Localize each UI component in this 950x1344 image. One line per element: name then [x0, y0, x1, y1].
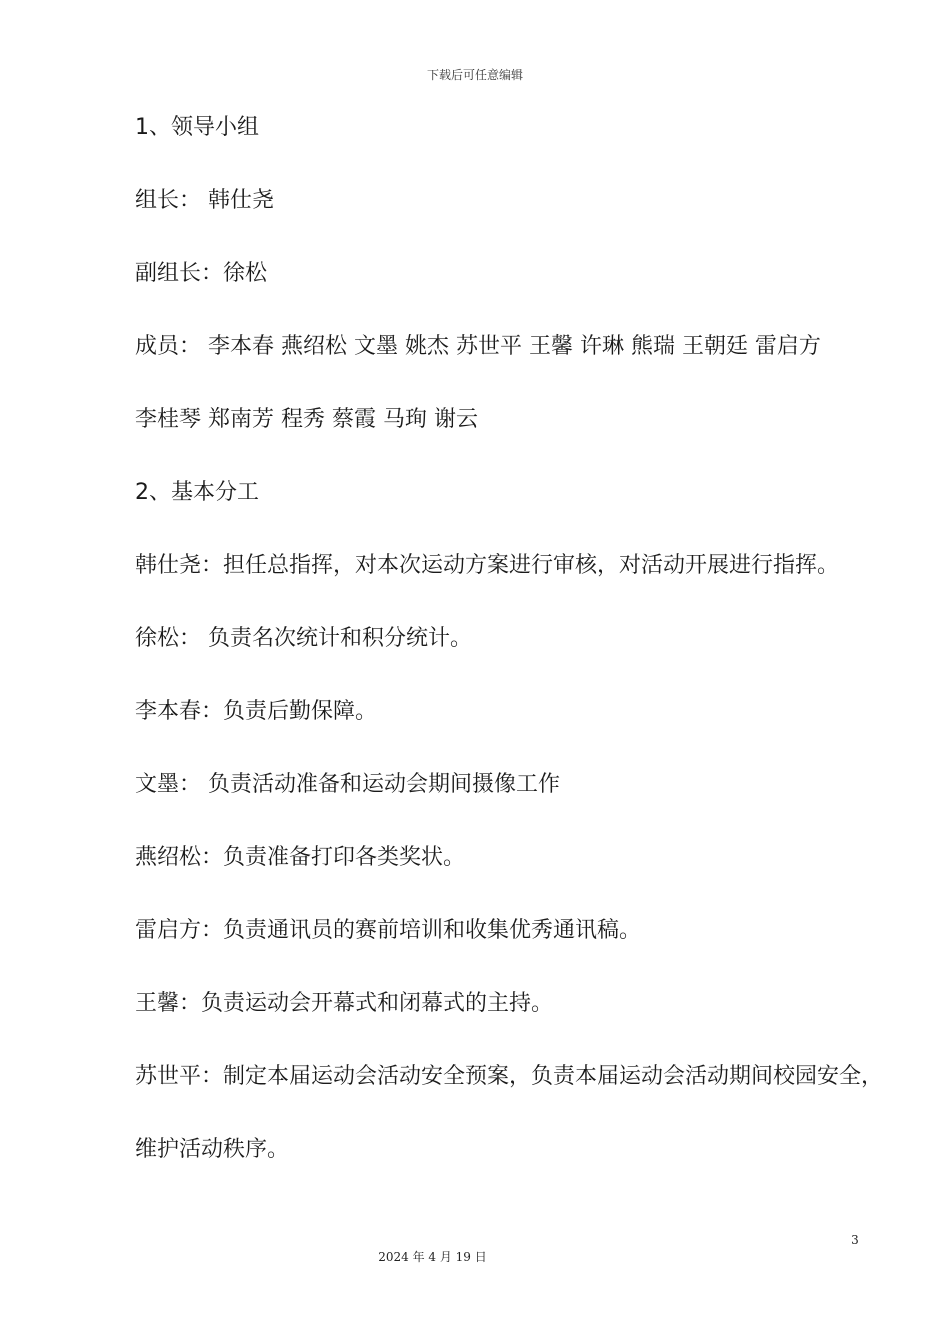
text-line-duty-lei: 雷启方：负责通讯员的赛前培训和收集优秀通讯稿。 [135, 918, 642, 943]
text-line-duty-yan: 燕绍松：负责准备打印各类奖状。 [135, 845, 466, 870]
text-line-duty-li: 李本春：负责后勤保障。 [135, 699, 378, 724]
text-line-members-continued: 李桂琴 郑南芳 程秀 蔡霞 马珣 谢云 [135, 407, 478, 432]
text-line-duty-xu: 徐松： 负责名次统计和积分统计。 [135, 626, 472, 651]
page-footer-date: 2024 年 4 月 19 日 [378, 1250, 487, 1264]
text-line-deputy-leader: 副组长：徐松 [135, 261, 268, 286]
text-line-duty-wang: 王馨：负责运动会开幕式和闭幕式的主持。 [135, 991, 554, 1016]
page-header: 下载后可任意编辑 [426, 68, 523, 82]
text-line-duty-han: 韩仕尧：担任总指挥，对本次运动方案进行审核，对活动开展进行指挥。 [135, 553, 840, 578]
text-line-group-leader: 组长： 韩仕尧 [135, 188, 274, 213]
text-line-duty-su-continued: 维护活动秩序。 [135, 1137, 290, 1162]
text-line-duty-su: 苏世平：制定本届运动会活动安全预案，负责本届运动会活动期间校园安全， [135, 1064, 884, 1089]
text-line-duty-wen: 文墨： 负责活动准备和运动会期间摄像工作 [135, 772, 560, 797]
section-heading-leadership-group: 1、领导小组 [135, 115, 259, 140]
text-line-members: 成员： 李本春 燕绍松 文墨 姚杰 苏世平 王馨 许琳 熊瑞 王朝廷 雷启方 [135, 334, 821, 359]
section-heading-division-of-labor: 2、基本分工 [135, 480, 259, 505]
page-number: 3 [851, 1233, 859, 1247]
